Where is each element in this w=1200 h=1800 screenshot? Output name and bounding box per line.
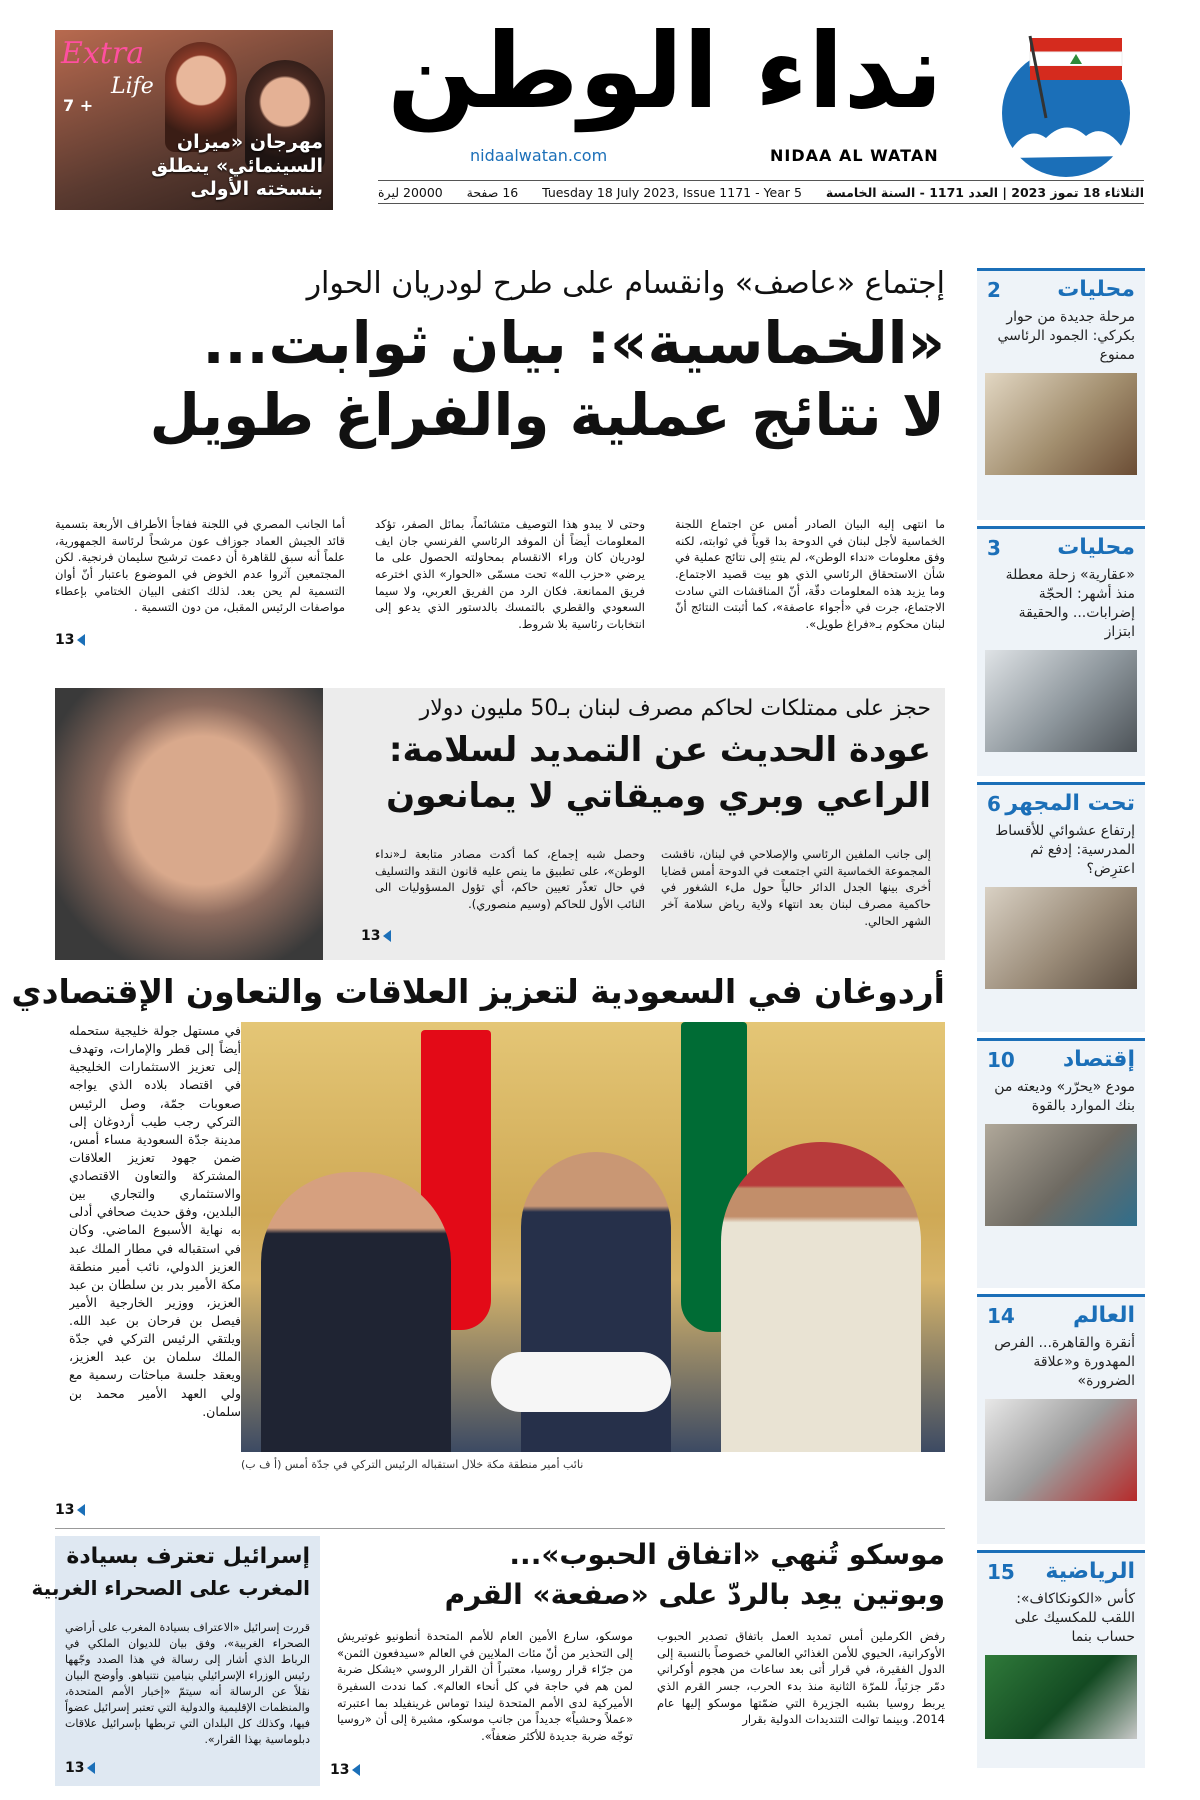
moscow-col-right: رفض الكرملين أمس تمديد العمل باتفاق تصدير الحبوب الأوكرانية، الحيوي للأمن الغذائي العالمي خصوصاً بالنسبة إلى الدول الفقيرة، في قرار أتى بعد ساعات من هجوم أوكراني دمّر جزئياً، للمرّة الثانية منذ بدء الحرب، جسر القرم الذي يربط روسيا بشبه الجزيرة التي ضمّتها موسكو إليها عام 2014. وبينما توالت التنديدات الدولية بقرار	[657, 1629, 945, 1727]
price: 20000 ليرة	[378, 184, 443, 200]
sidebar-headline: «عقارية» زحلة معطلة منذ أشهر: الحجّة إضرابات... والحقيقة ابتزاز	[1005, 567, 1135, 640]
sidebar-photo	[985, 1399, 1137, 1501]
page-number: 3	[987, 535, 1001, 560]
salameh-col-left: وحصل شبه إجماع، كما أكدت مصادر متابعة لـ«نداء الوطن»، على تطبيق ما ينص عليه قانون النقد والتسليف في حال تعذّر تعيين حاكم، أي تؤول المسؤوليات الى النائب الأول للحاكم (وسيم منصوري).	[375, 847, 645, 912]
section-name: الرياضية	[1045, 1559, 1135, 1584]
erdogan-caption: نائب أمير منطقة مكة خلال استقباله الرئيس التركي في جدّة أمس (أ ف ب)	[241, 1458, 584, 1471]
erdogan-photo	[241, 1022, 945, 1452]
moscow-page-ref[interactable]	[330, 1762, 360, 1778]
salameh-col-right: إلى جانب الملفين الرئاسي والإصلاحي في لبنان، ناقشت المجموعة الخماسية التي اجتمعت في الدوحة أمس قضايا أخرى بينها الجدل الدائر حالياً حول ملء الشغور في حاكمية مصرف لبنان بعد انتهاء ولاية رياض سلامة آخر الشهر الحالي.	[661, 847, 931, 928]
sidebar-headline: أنقرة والقاهرة... الفرص المهدورة و«علاقة الضرورة»	[994, 1335, 1135, 1389]
flower-table	[491, 1352, 671, 1412]
section-name: العالم	[1073, 1303, 1135, 1328]
page-number: 15	[987, 1559, 1015, 1584]
page-number: 14	[987, 1303, 1015, 1328]
moscow-headline-2: وبوتين يعِد بالردّ على «صفعة» القرم	[444, 1578, 945, 1611]
sidebar-item-sports[interactable]	[977, 1550, 1145, 1768]
dateline-ar: الثلاثاء 18 تموز 2023 | العدد 1171 - السنة الخامسة	[825, 184, 1144, 200]
sidebar-head	[977, 529, 1145, 564]
person-right	[721, 1142, 921, 1452]
sidebar-photo	[985, 1124, 1137, 1226]
logo-arabic: نداء الوطن	[387, 10, 943, 132]
ref-number: 13	[65, 1760, 85, 1776]
israel-body: قررت إسرائيل «الاعتراف بسيادة المغرب على أراضي الصحراء الغربية»، وفق بيان للديوان الملكي في الرباط الذي أشار إلى رسالة في هذا الصدد وجّهها رئيس الوزراء الإسرائيلي بنيامين نتنياهو. وأوضح البيان نقلاً عن الرسالة أنه سيتمّ «إخبار الأمم المتحدة، والمنظمات الإقليمية والدولية التي تعتبر إسرائيل عضواً فيها، وكذلك كل البلدان التي تربطها بإسرائيل علاقات دبلوماسية بهذا القرار».	[65, 1621, 310, 1746]
salameh-story[interactable]	[55, 688, 945, 960]
arrow-icon	[383, 930, 391, 942]
moscow-col-left: موسكو، سارع الأمين العام للأمم المتحدة أنطونيو غوتيريش إلى التحذير من أنّ مئات الملايين في العالم «سيدفعون الثمن» من جرّاء قرار روسيا، معتبراً أن القرار الروسي «يشكل ضربة لمن هم في حاجة في كل أنحاء العالم». كما نددت السفيرة الأميركية لدى الأمم المتحدة ليندا توماس غرينفيلد بما اعتبرته «عملاً وحشياً» جديداً من جانب موسكو، مشيرة إلى أن «روسيا توجّه ضربة جديدة للأكثر ضعفاً».	[337, 1629, 633, 1744]
salameh-headline-2: الراعي وبري وميقاتي لا يمانعون	[386, 776, 931, 816]
lead-headline-2: لا نتائج عملية والفراغ طويل	[149, 381, 945, 449]
divider	[55, 1528, 945, 1529]
israel-headline-2: المغرب على الصحراء الغربية	[31, 1576, 310, 1600]
moscow-story[interactable]	[330, 1536, 945, 1786]
section-name: إقتصاد	[1062, 1047, 1135, 1072]
arrow-icon	[77, 1504, 85, 1516]
sidebar-headline: مودع «يحرّر» وديعته من بنك الموارد بالقوة	[994, 1079, 1135, 1114]
erdogan-story[interactable]	[11, 972, 945, 1532]
lead-story[interactable]	[55, 262, 945, 682]
sidebar-head	[977, 785, 1145, 820]
page-number: 6	[987, 791, 1001, 816]
ref-number: 13	[330, 1762, 350, 1778]
lead-headline-1: «الخماسية»: بيان ثوابت...	[202, 309, 945, 377]
sidebar-item-local-3[interactable]	[977, 526, 1145, 776]
ref-number: 13	[361, 928, 381, 944]
sidebar-photo	[985, 650, 1137, 752]
extra-life-box[interactable]	[55, 30, 333, 210]
moscow-headline-1: موسكو تُنهي «اتفاق الحبوب»...	[509, 1538, 945, 1571]
sidebar-photo	[985, 373, 1137, 475]
section-name: محليات	[1057, 535, 1135, 560]
erdogan-headline: أردوغان في السعودية لتعزيز العلاقات والتعاون الإقتصادي	[11, 972, 945, 1011]
extra-page-badge: 7 +	[63, 96, 94, 115]
sidebar-item-local-2[interactable]	[977, 268, 1145, 520]
ref-number: 13	[55, 1502, 75, 1518]
lead-page-ref[interactable]	[55, 632, 85, 648]
arrow-icon	[352, 1764, 360, 1776]
sidebar-head	[977, 1297, 1145, 1332]
sidebar-headline: مرحلة جديدة من حوار بكركي: الجمود الرئاسي ممنوع	[997, 309, 1135, 363]
salameh-headline-1: عودة الحديث عن التمديد لسلامة:	[388, 730, 931, 770]
arrow-icon	[87, 1762, 95, 1774]
salameh-page-ref[interactable]	[361, 928, 391, 944]
extra-brand-life: Life	[111, 74, 154, 99]
person-left	[261, 1172, 451, 1452]
erdogan-page-ref[interactable]	[55, 1502, 85, 1518]
website[interactable]: nidaalwatan.com	[470, 146, 608, 165]
sidebar-photo	[985, 887, 1137, 989]
logo-latin: NIDAA AL WATAN	[770, 146, 939, 165]
sidebar-headline: كأس «الكونكاكاف»: اللقب للمكسيك على حساب بنما	[1014, 1591, 1135, 1645]
sidebar-head	[977, 271, 1145, 306]
sidebar-head	[977, 1553, 1145, 1588]
page-number: 2	[987, 277, 1001, 302]
sidebar	[977, 268, 1145, 1768]
dateline-en: Tuesday 18 July 2023, Issue 1171 - Year 5	[542, 184, 802, 200]
lead-col-right: ما انتهى إليه البيان الصادر أمس عن اجتماع اللجنة الخماسية لأجل لبنان في الدوحة بدا قوياً في ثوابته، لكنه وفق معلومات «نداء الوطن»، لم ينتهِ إلى نتائج عملية في شأن الاستحقاق الرئاسي الذي هو بيت قصيد الاجتماع. وما يزيد هذه المعلومات دقّة، أنّ المناقشات التي سادت الاجتماع، جرت في «أجواء عاصفة»، كما أثبتت النتائج أنّ لبنان محكوم بـ«فراغ طويل».	[675, 517, 945, 632]
masthead	[0, 10, 1200, 208]
salameh-kicker: حجز على ممتلكات لحاكم مصرف لبنان بـ50 مليون دولار	[419, 696, 931, 721]
sidebar-headline: إرتفاع عشوائي للأقساط المدرسية: إدفع ثم اعترِض؟	[995, 823, 1135, 877]
israel-page-ref[interactable]	[65, 1760, 95, 1776]
israel-box[interactable]	[31, 1536, 320, 1786]
ref-number: 13	[55, 632, 75, 648]
israel-headline-1: إسرائيل تعترف بسيادة	[66, 1544, 310, 1569]
page-number: 10	[987, 1047, 1015, 1072]
sidebar-photo	[985, 1655, 1137, 1739]
arrow-icon	[77, 634, 85, 646]
section-name: تحت المجهر	[1005, 791, 1135, 816]
sidebar-item-microscope[interactable]	[977, 782, 1145, 1032]
lead-col-mid: وحتى لا يبدو هذا التوصيف متشائماً، بمائل الصفر، تؤكد المعلومات أيضاً أن الموفد الرئاسي الفرنسي جان ايف لودريان كان وراء الانقسام بمحاولته الحصول على ما يرضي «حزب الله» تحت مسمّى «الحوار» الذي اخترعه فريق الممانعة. فكان الرد من الفريق العربي، ولا سيما السعودي والقطري بالتمسك بالدستور الذي يدعو إلى انتخابات رئاسية بلا شروط.	[375, 517, 645, 632]
dateline-bar	[378, 180, 1144, 204]
lead-col-left: أما الجانب المصري في اللجنة ففاجأ الأطراف الأربعة بتسمية قائد الجيش العماد جوزاف عون مرشحاً لرئاسة الجمهورية، علماً أنه سبق للقاهرة أن دعمت ترشيح سليمان فرنجية. لكن المجتمعين آثروا عدم الخوض في الموضوع باعتبار أنّ أوان التسمية لم يحن بعد. لذلك اكتفى البيان الختامي بإعطاء مواصفات الرئيس المقبل، من دون التسمية .	[55, 517, 345, 615]
logo-emblem	[986, 28, 1146, 178]
lead-kicker: إجتماع «عاصف» وانقسام على طرح لودريان الحوار	[306, 266, 945, 301]
page-count: 16 صفحة	[466, 184, 519, 200]
erdogan-body: في مستهل جولة خليجية ستحمله أيضاً إلى قطر والإمارات، وتهدف إلى تعزيز الاستثمارات الخليجية في اقتصاد بلاده الذي يواجه صعوبات جمّة، وصل الرئيس التركي رجب طيب أردوغان إلى مدينة جدّة السعودية مساء أمس، ضمن جهود تعزيز العلاقات المشتركة والتعاون الاقتصادي والاستثماري والتجاري بين البلدين، وفق حديث صحافي أدلى به نهاية الأسبوع الماضي. وكان في استقباله في مطار الملك عبد العزيز الدولي، نائب أمير منطقة مكة الأمير بدر بن سلطان بن عبد العزيز، ووزير الخارجية الأمير فيصل بن فرحان بن عبد الله. ويلتقي الرئيس التركي في جدّة الملك سلمان بن عبد العزيز، ويعقد جلسة مباحثات رسمية مع ولي العهد الأمير محمد بن سلمان.	[69, 1023, 241, 1419]
sidebar-item-world[interactable]	[977, 1294, 1145, 1544]
section-name: محليات	[1057, 277, 1135, 302]
extra-headline: مهرجان «ميزان السينمائي» ينطلق بنسخته الأولى	[151, 130, 323, 201]
sidebar-head	[977, 1041, 1145, 1076]
extra-brand: Extra	[61, 36, 145, 71]
salameh-portrait	[55, 688, 323, 960]
emblem-graphic	[986, 28, 1146, 178]
sidebar-item-economy[interactable]	[977, 1038, 1145, 1288]
